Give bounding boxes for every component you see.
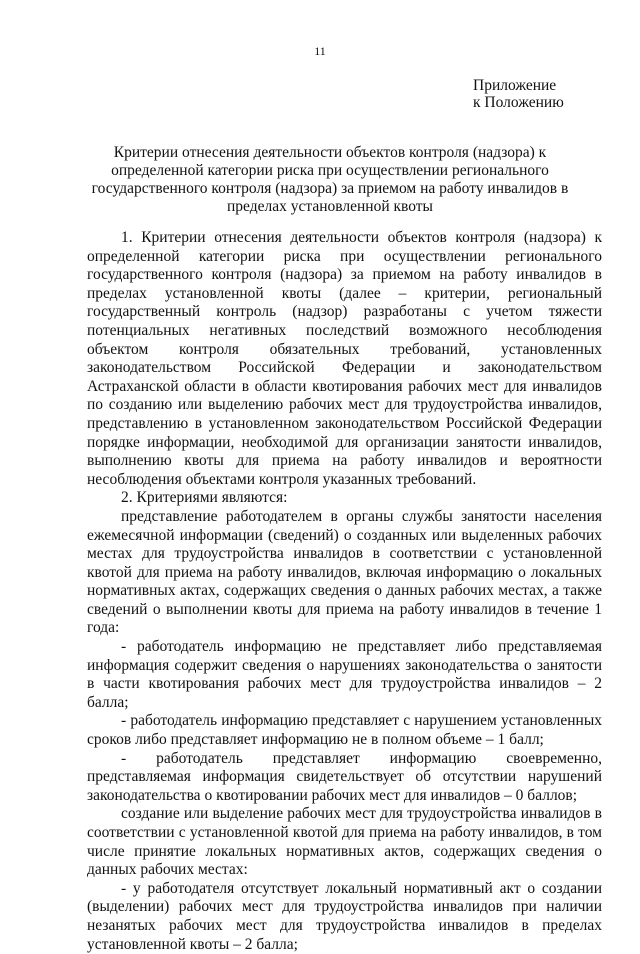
- document-title: Критерии отнесения деятельности объектов контроля (надзора) к определенной категории риска при осуществлении регионального государственного контроля (надзора) за приемом на работу инвалидов в пределах установленной квоты: [91, 144, 569, 215]
- paragraph-1: 1. Критерии отнесения деятельности объектов контроля (надзора) к определенной категории риска при осуществлении регионального государственного контроля (надзора) за приемом на работу инвалидов в пределах установленной квоты (далее – критерии, региональный государственный контроль (надзор) разработаны с учетом тяжести потенциальных негативных последствий возможного несоблюдения объектом контроля обязательных требований, установленных законодательством Российской Федерации и законодательством Астраханской области в области квотирования рабочих мест для инвалидов по созданию или выделению рабочих мест для трудоустройства инвалидов, представлению в установленном законодательством Российской Федерации порядке информации, необходимой для организации занятости инвалидов, выполнению квоты для приема на работу инвалидов и вероятности несоблюдения объектами контроля указанных требований.: [87, 229, 602, 488]
- paragraph-2: 2. Критериями являются:: [121, 489, 288, 507]
- appendix-line-2: к Положению: [473, 94, 564, 111]
- list-item: - работодатель информацию не представляет либо представляемая информация содержит сведения о нарушениях законодательства о занятости в части квотирования рабочих мест для трудоустройства инвалидов – 2 балла;: [87, 638, 602, 711]
- list-item: - у работодателя отсутствует локальный нормативный акт о создании (выделении) рабочих мест для трудоустройства инвалидов при наличии незанятых рабочих мест для трудоустройства инвалидов в пределах установленной квоты – 2 балла;: [87, 879, 602, 953]
- list-item: - работодатель информацию представляет с нарушением установленных сроков либо представляет информацию не в полном объеме – 1 балл;: [87, 712, 602, 749]
- document-body: [87, 229, 602, 954]
- page-number: 11: [314, 44, 326, 58]
- list-item: - работодатель представляет информацию своевременно, представляемая информация свидетельствует об отсутствии нарушений законодательства о квотировании рабочих мест для инвалидов – 0 баллов;: [87, 749, 602, 804]
- appendix-line-1: Приложение: [473, 77, 557, 94]
- paragraph-4: создание или выделение рабочих мест для трудоустройства инвалидов в соответствии с установленной квотой для приема на работу инвалидов, в том числе принятие локальных нормативных актов, содержащих сведения о данных рабочих местах:: [87, 805, 602, 879]
- appendix-note: [473, 77, 564, 111]
- paragraph-3: представление работодателем в органы службы занятости населения ежемесячной информации (сведений) о созданных или выделенных рабочих местах для трудоустройства инвалидов в соответствии с установленной квотой для приема на работу инвалидов, включая информацию о локальных нормативных актах, содержащих сведения о данных рабочих местах, а также сведений о выполнении квоты для приема на работу инвалидов в течение 1 года:: [87, 507, 602, 637]
